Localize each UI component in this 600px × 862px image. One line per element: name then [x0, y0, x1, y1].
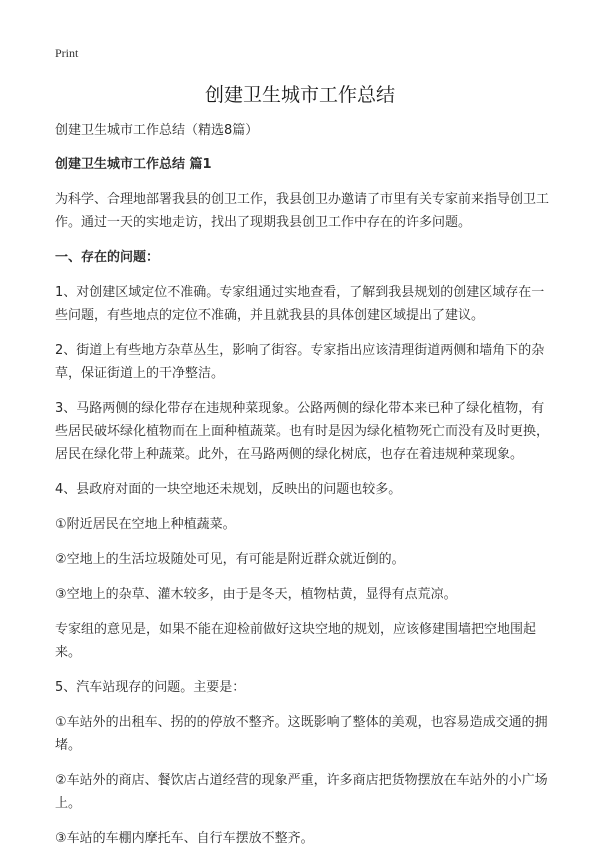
- problem-item-5-sub-3: ③车站的车棚内摩托车、自行车摆放不整齐。: [55, 831, 314, 846]
- problem-item-1: 1、对创建区域定位不准确。专家组通过实地查看，了解到我县规划的创建区域存在一些问题，有些地点的定位不准确，并且就我县的具体创建区域提出了建议。: [55, 285, 545, 323]
- page-title: 创建卫生城市工作总结: [204, 84, 395, 106]
- document-body: [55, 119, 555, 862]
- problem-item-4-sub-1: ①附近居民在空地上种植蔬菜。: [55, 517, 236, 532]
- problem-item-5-sub-2: ②车站外的商店、餐饮店占道经营的现象严重，许多商店把货物摆放在车站外的小广场上。: [55, 773, 548, 811]
- expert-opinion: 专家组的意见是，如果不能在迎检前做好这块空地的规划，应该修建围墙把空地围起来。: [55, 622, 537, 660]
- problem-item-4: 4、县政府对面的一块空地还未规划，反映出的问题也较多。: [55, 482, 402, 497]
- intro-paragraph: 为科学、合理地部署我县的创卫工作，我县创卫办邀请了市里有关专家前来指导创卫工作。通过一天的实地走访，找出了现期我县创卫工作中存在的许多问题。: [55, 192, 550, 230]
- problem-item-4-sub-3: ③空地上的杂草、灌木较多，由于是冬天，植物枯黄，显得有点荒凉。: [55, 587, 457, 602]
- section-heading: 创建卫生城市工作总结 篇1: [55, 157, 212, 172]
- problem-item-3: 3、马路两侧的绿化带存在违规种菜现象。公路两侧的绿化带本来已种了绿化植物，有些居民破坏绿化植物而在上面种植蔬菜。也有时是因为绿化植物死亡而没有及时更换，居民在绿化带上种蔬菜。此外，在马路两侧的绿化树底，也存在着违规种菜现象。: [55, 401, 550, 462]
- document-subtitle: 创建卫生城市工作总结（精选8篇）: [55, 123, 259, 138]
- problem-item-2: 2、街道上有些地方杂草丛生，影响了街容。专家指出应该清理街道两侧和墙角下的杂草，保证街道上的干净整洁。: [55, 343, 545, 381]
- problem-item-4-sub-2: ②空地上的生活垃圾随处可见，有可能是附近群众就近倒的。: [55, 552, 405, 567]
- problem-item-5: 5、汽车站现存的问题。主要是：: [55, 680, 246, 695]
- problems-heading: 一、存在的问题：: [55, 250, 160, 265]
- problem-item-5-sub-1: ①车站外的出租车、拐的的停放不整齐。这既影响了整体的美观，也容易造成交通的拥堵。: [55, 715, 548, 753]
- print-label: Print: [55, 46, 79, 60]
